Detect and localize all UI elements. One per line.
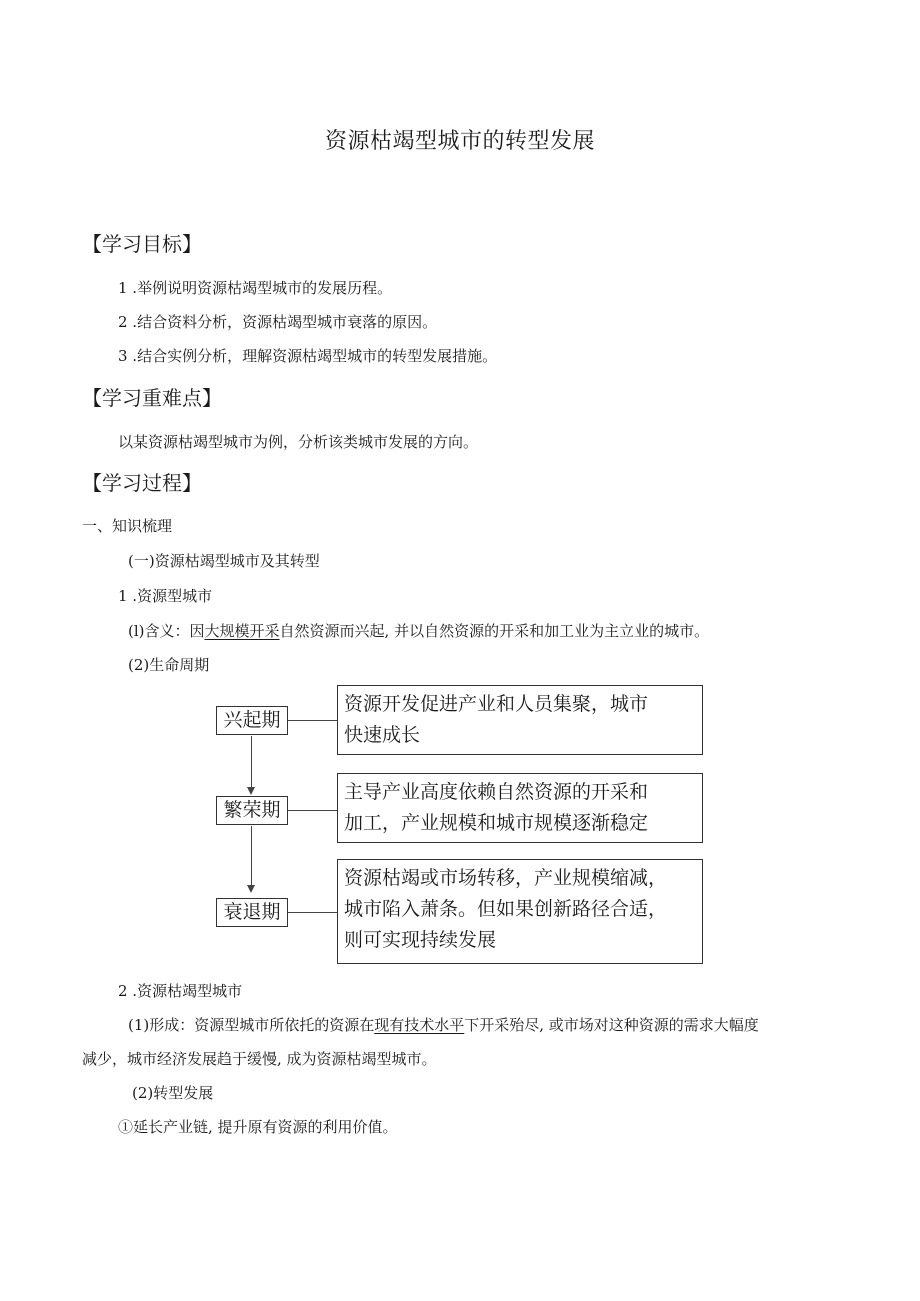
page-title: 资源枯竭型城市的转型发展	[324, 129, 595, 154]
desc-line: 资源开发促进产业和人员集聚，城市	[344, 693, 649, 715]
stage-desc-boom	[337, 773, 703, 843]
formation-underline: 现有技术水平	[374, 1016, 465, 1034]
goals-heading: 【学习目标】	[82, 232, 202, 256]
item-exhausted-city: 2 .资源枯竭型城市	[118, 982, 243, 1000]
definition-line	[128, 620, 709, 641]
stage-box-rise: 兴起期	[216, 706, 288, 735]
connector-line	[288, 810, 338, 811]
goal-item: 2 .结合资料分析，资源枯竭型城市衰落的原因。	[118, 313, 438, 331]
desc-line: 则可实现持续发展	[344, 929, 497, 951]
desc-line: 资源枯竭或市场转移，产业规模缩减，	[344, 867, 668, 889]
formation-line-2: 减少，城市经济发展趋于缓慢, 成为资源枯竭型城市。	[82, 1050, 437, 1068]
stage-box-boom: 繁荣期	[216, 796, 288, 825]
goal-item: 1 .举例说明资源枯竭型城市的发展历程。	[118, 279, 393, 297]
formation-suffix: 下开采殆尽, 或市场对这种资源的需求大幅度	[464, 1016, 759, 1034]
desc-line: 快速成长	[344, 724, 421, 746]
lifecycle-label: (2)生命周期	[128, 656, 210, 674]
definition-suffix: 自然资源而兴起, 并以自然资源的开采和加工业为主立业的城市。	[279, 622, 710, 640]
arrow-down-icon	[247, 885, 255, 893]
formation-line	[128, 1014, 759, 1035]
arrow-shaft	[251, 826, 252, 886]
item-resource-city: 1 .资源型城市	[118, 587, 213, 605]
stage-desc-rise	[337, 685, 703, 755]
definition-underline: 大规模开采	[204, 622, 280, 640]
formation-prefix: (1)形成：资源型城市所依托的资源在	[128, 1016, 375, 1034]
arrow-down-icon	[247, 787, 255, 795]
transform-label: (2)转型发展	[132, 1084, 214, 1102]
keypoints-heading: 【学习重难点】	[82, 386, 222, 410]
desc-line: 城市陷入萧条。但如果创新路径合适，	[344, 898, 668, 920]
connector-line	[288, 720, 338, 721]
keypoints-text: 以某资源枯竭型城市为例，分析该类城市发展的方向。	[118, 433, 479, 451]
stage-desc-decline	[337, 859, 703, 964]
process-heading: 【学习过程】	[82, 471, 202, 495]
stage-box-decline: 衰退期	[216, 898, 288, 927]
subsection-title: (一)资源枯竭型城市及其转型	[128, 552, 320, 570]
section-knowledge: 一、知识梳理	[82, 517, 173, 535]
definition-prefix: (l)含义：因	[128, 622, 205, 640]
goal-item: 3 .结合实例分析，理解资源枯竭型城市的转型发展措施。	[118, 347, 498, 365]
arrow-shaft	[251, 736, 252, 788]
measure-item: ①延长产业链, 提升原有资源的利用价值。	[118, 1118, 398, 1136]
desc-line: 主导产业高度依赖自然资源的开采和	[344, 781, 649, 803]
desc-line: 加工，产业规模和城市规模逐渐稳定	[344, 812, 649, 834]
connector-line	[288, 912, 338, 913]
